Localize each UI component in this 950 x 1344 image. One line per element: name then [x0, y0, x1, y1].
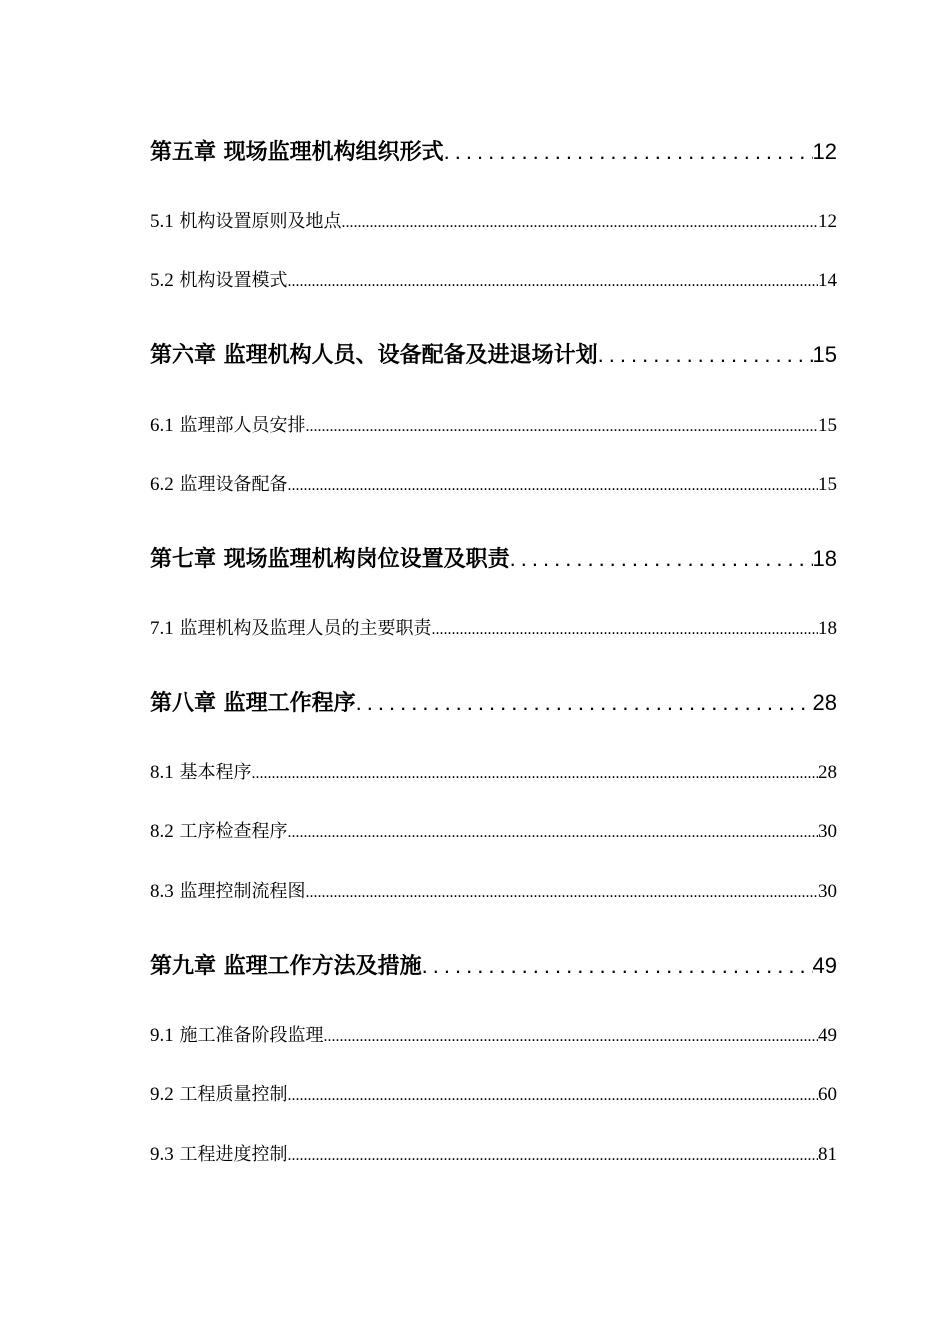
toc-section-label: [150, 879, 305, 905]
toc-page-number: 49: [812, 953, 837, 978]
toc-section-label: [150, 209, 341, 235]
toc-section-9-3[interactable]: [150, 1142, 837, 1168]
toc-section-title: 基本程序: [179, 762, 252, 783]
toc-section-9-2[interactable]: [150, 1082, 837, 1108]
toc-dot-leader: [510, 543, 813, 575]
toc-section-9-1[interactable]: [150, 1023, 837, 1049]
toc-section-number: 8.3: [150, 881, 174, 902]
toc-section-title: 施工准备阶段监理: [179, 1025, 324, 1046]
toc-section-title: 机构设置原则及地点: [179, 211, 342, 232]
toc-section-6-1[interactable]: [150, 413, 837, 439]
toc-dot-leader: [431, 617, 818, 643]
toc-section-label: [150, 1023, 323, 1049]
toc-chapter-title: 第七章 现场监理机构岗位设置及职责: [150, 547, 510, 572]
toc-dot-leader: [422, 950, 813, 982]
toc-section-number: 6.2: [150, 474, 174, 495]
toc-chapter-9[interactable]: [150, 950, 837, 982]
toc-chapter-title: 第六章 监理机构人员、设备配备及进退场计划: [150, 343, 598, 368]
toc-section-label: [150, 760, 251, 786]
toc-page-number: 30: [818, 821, 837, 842]
toc-chapter-5[interactable]: [150, 136, 837, 168]
toc-page-number: 14: [818, 270, 837, 291]
toc-page-number: 15: [818, 474, 837, 495]
toc-section-number: 6.1: [150, 415, 174, 436]
toc-section-number: 9.2: [150, 1084, 174, 1105]
toc-dot-leader: [287, 1083, 818, 1109]
toc-section-label: [150, 1142, 287, 1168]
toc-section-title: 监理控制流程图: [179, 881, 306, 902]
toc-section-label: [150, 268, 287, 294]
toc-dot-leader: [287, 820, 818, 846]
toc-section-8-2[interactable]: [150, 819, 837, 845]
toc-page-number: 18: [812, 546, 837, 571]
toc-section-number: 8.1: [150, 762, 174, 783]
toc-dot-leader: [251, 761, 818, 787]
toc-dot-leader: [598, 339, 813, 371]
toc-section-title: 监理部人员安排: [179, 415, 306, 436]
toc-dot-leader: [323, 1024, 818, 1050]
toc-section-label: [150, 1082, 287, 1108]
toc-chapter-title: 第五章 现场监理机构组织形式: [150, 140, 444, 165]
toc-page-number: 49: [818, 1025, 837, 1046]
toc-section-title: 工程进度控制: [179, 1144, 288, 1165]
toc-page-number: 60: [818, 1084, 837, 1105]
toc-section-number: 7.1: [150, 618, 174, 639]
toc-page-number: 28: [818, 762, 837, 783]
toc-chapter-title: 第八章 监理工作程序: [150, 691, 356, 716]
toc-dot-leader: [287, 269, 818, 295]
toc-dot-leader: [287, 473, 818, 499]
toc-section-label: [150, 413, 305, 439]
toc-page-number: 15: [818, 415, 837, 436]
toc-section-label: [150, 819, 287, 845]
toc-page-number: 15: [812, 342, 837, 367]
toc-section-5-1[interactable]: [150, 209, 837, 235]
toc-page-number: 12: [818, 211, 837, 232]
toc-section-number: 5.2: [150, 270, 174, 291]
toc-page-number: 30: [818, 881, 837, 902]
toc-page-number: 12: [812, 139, 837, 164]
toc-section-8-3[interactable]: [150, 879, 837, 905]
toc-dot-leader: [444, 136, 813, 168]
toc-dot-leader: [356, 687, 813, 719]
toc-section-5-2[interactable]: [150, 268, 837, 294]
toc-section-title: 工程质量控制: [179, 1084, 288, 1105]
toc-section-title: 监理设备配备: [179, 474, 288, 495]
toc-section-number: 5.1: [150, 211, 174, 232]
toc-chapter-6[interactable]: [150, 339, 837, 371]
toc-section-number: 8.2: [150, 821, 174, 842]
toc-chapter-8[interactable]: [150, 687, 837, 719]
toc-section-label: [150, 616, 431, 642]
toc-section-6-2[interactable]: [150, 472, 837, 498]
toc-section-title: 工序检查程序: [179, 821, 288, 842]
toc-section-title: 机构设置模式: [179, 270, 288, 291]
toc-section-label: [150, 472, 287, 498]
toc-section-number: 9.1: [150, 1025, 174, 1046]
toc-dot-leader: [305, 880, 818, 906]
toc-page-number: 18: [818, 618, 837, 639]
toc-chapter-7[interactable]: [150, 543, 837, 575]
toc-section-7-1[interactable]: [150, 616, 837, 642]
toc-section-title: 监理机构及监理人员的主要职责: [179, 618, 432, 639]
toc-dot-leader: [305, 414, 818, 440]
toc-section-8-1[interactable]: [150, 760, 837, 786]
toc-dot-leader: [341, 210, 818, 236]
toc-page-number: 81: [818, 1144, 837, 1165]
toc-section-number: 9.3: [150, 1144, 174, 1165]
toc-chapter-title: 第九章 监理工作方法及措施: [150, 954, 422, 979]
toc-page-number: 28: [812, 690, 837, 715]
toc-dot-leader: [287, 1143, 818, 1169]
